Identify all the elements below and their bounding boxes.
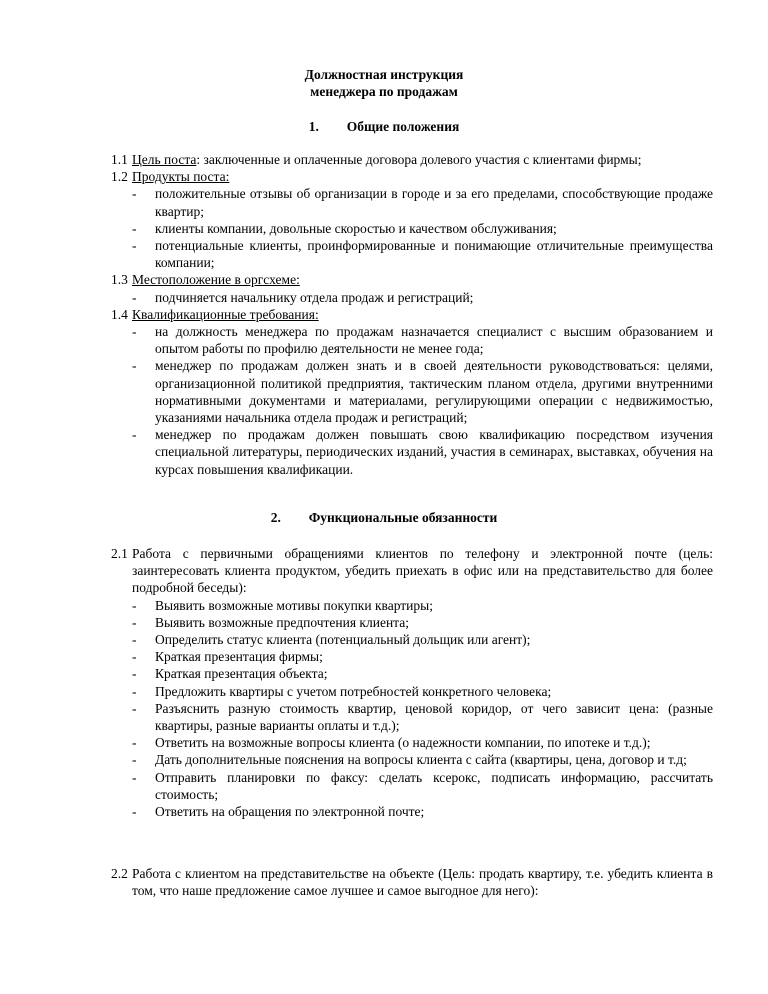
list-item-text: Разъяснить разную стоимость квартир, ценовой коридор, от чего зависит цена: (разные квартиры, разные варианты оплаты и т.д.); <box>155 700 713 734</box>
list-item <box>111 700 713 734</box>
section-body <box>111 865 713 899</box>
list-item-text: Ответить на обращения по электронной почте; <box>155 804 425 820</box>
list-item <box>111 683 713 700</box>
list-item-text: клиенты компании, довольные скоростью и качеством обслуживания; <box>155 220 557 236</box>
list-item <box>111 289 713 306</box>
paragraph-text: Работа с клиентом на представительстве на объекте (Цель: продать квартиру, т.е. убедить клиента в том, что наше предложение самое лучшее и самое выгодное для него): <box>132 866 713 899</box>
list-item-text: Выявить возможные мотивы покупки квартиры; <box>155 597 433 613</box>
section-title: Общие положения <box>346 119 460 134</box>
list-item <box>111 220 713 237</box>
bullet-dash: - <box>132 614 137 630</box>
paragraph <box>111 306 713 323</box>
paragraph-heading: Местоположение в оргсхеме: <box>132 272 300 288</box>
list-item <box>111 648 713 665</box>
list-item <box>111 237 713 271</box>
paragraph <box>111 271 713 288</box>
section-number: 1. <box>308 119 319 134</box>
list-item-text: Краткая презентация фирмы; <box>155 649 323 665</box>
list-item-text: Дать дополнительные пояснения на вопросы клиента с сайта (квартиры, цена, договор и т.д; <box>155 752 687 768</box>
paragraph-text: : заключенные и оплаченные договора долевого участия с клиентами фирмы; <box>196 152 642 167</box>
list-item-text: Отправить планировки по факсу: сделать ксерокс, подписать информацию, рассчитать стоимость; <box>155 769 713 802</box>
paragraph-number: 1.3 <box>111 272 128 288</box>
bullet-dash: - <box>132 752 137 768</box>
paragraph-number: 1.1 <box>111 152 128 167</box>
section-heading <box>0 509 768 526</box>
list-item <box>111 185 713 219</box>
bullet-dash: - <box>132 220 137 236</box>
section-number: 2. <box>270 510 281 525</box>
list-item <box>111 323 713 357</box>
list-item-text: Краткая презентация объекта; <box>155 666 328 682</box>
paragraph <box>111 545 713 597</box>
document-title-line: Должностная инструкция <box>304 67 464 82</box>
section-body <box>111 545 713 820</box>
paragraph <box>111 151 713 168</box>
paragraph-heading: Цель поста <box>132 152 197 167</box>
bullet-dash: - <box>132 666 137 682</box>
document-title <box>0 66 768 100</box>
document-title-line: менеджера по продажам <box>310 84 458 100</box>
list-item-text: Ответить на возможные вопросы клиента (о надежности компании, по ипотеке и т.д.); <box>155 735 651 751</box>
list-item <box>111 734 713 751</box>
list-item <box>111 803 713 820</box>
list-item <box>111 614 713 631</box>
section-title: Функциональные обязанности <box>308 510 498 525</box>
paragraph-number: 2.1 <box>111 546 128 561</box>
bullet-dash: - <box>132 238 137 254</box>
bullet-dash: - <box>132 735 137 751</box>
bullet-dash: - <box>132 186 137 202</box>
list-item-text: менеджер по продажам должен знать и в своей деятельности руководствоваться: целями, организационной политикой предприятия, тактическим планом отдела, другими внутренними нормативными документами и материалами, регулирующими операции с недвижимостью, указаниями начальника отдела продаж и регистраций; <box>155 358 713 426</box>
list-item-text: потенциальные клиенты, проинформированные и понимающие отличительные преимущества компании; <box>155 238 713 271</box>
list-item-text: Выявить возможные предпочтения клиента; <box>155 614 409 630</box>
paragraph-text: Работа с первичными обращениями клиентов по телефону и электронной почте (цель: заинтересовать клиента продуктом, убедить приехать в офис или на представительство для более подробной беседы): <box>132 546 713 596</box>
section-body <box>111 151 713 478</box>
list-item <box>111 751 713 768</box>
list-item <box>111 597 713 614</box>
bullet-dash: - <box>132 700 137 716</box>
bullet-dash: - <box>132 632 137 648</box>
bullet-dash: - <box>132 804 137 820</box>
list-item <box>111 769 713 803</box>
list-item-text: Определить статус клиента (потенциальный дольщик или агент); <box>155 632 531 648</box>
section-heading <box>0 118 768 135</box>
bullet-dash: - <box>132 683 137 699</box>
list-item <box>111 665 713 682</box>
bullet-dash: - <box>132 769 137 785</box>
list-item-text: на должность менеджера по продажам назначается специалист с высшим образованием и опытом работы по профилю деятельности не менее года; <box>155 324 713 357</box>
list-item-text: Предложить квартиры с учетом потребностей конкретного человека; <box>155 683 552 699</box>
paragraph <box>111 168 713 185</box>
paragraph-heading: Квалификационные требования: <box>132 306 319 322</box>
paragraph-number: 1.4 <box>111 306 128 322</box>
bullet-dash: - <box>132 597 137 613</box>
list-item <box>111 631 713 648</box>
list-item-text: подчиняется начальнику отдела продаж и регистраций; <box>155 289 474 305</box>
bullet-dash: - <box>132 427 137 443</box>
bullet-dash: - <box>132 289 137 305</box>
paragraph-number: 2.2 <box>111 866 128 881</box>
list-item <box>111 357 713 426</box>
paragraph <box>111 865 713 899</box>
paragraph-heading: Продукты поста: <box>132 169 230 185</box>
bullet-dash: - <box>132 324 137 340</box>
list-item-text: положительные отзывы об организации в городе и за его пределами, способствующие продаже квартир; <box>155 186 713 219</box>
bullet-dash: - <box>132 358 137 374</box>
bullet-dash: - <box>132 649 137 665</box>
list-item-text: менеджер по продажам должен повышать свою квалификацию посредством изучения специальной литературы, периодических изданий, участия в семинарах, выставках, обучения на курсах повышения квалификации. <box>155 427 713 477</box>
paragraph-number: 1.2 <box>111 169 128 185</box>
list-item <box>111 426 713 478</box>
